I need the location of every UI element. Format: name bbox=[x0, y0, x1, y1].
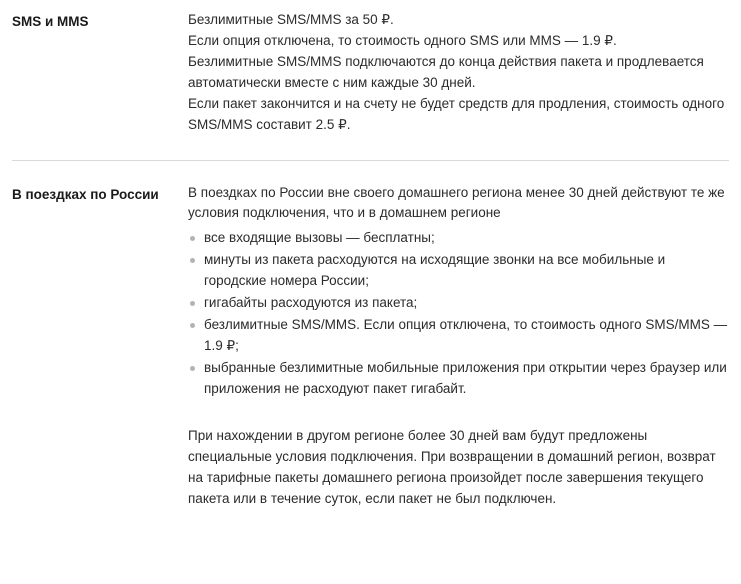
paragraph-travel-outro: При нахождении в другом регионе более 30 дней вам будут предложены специальные условия подключения. При возвращении в домашний регион, возврат на тарифные пакеты домашнего региона произойдет после завершения текущего пакета или в течение суток, если пакет не был подключен. bbox=[188, 427, 716, 506]
paragraph-sms-option-off: Если опция отключена, то стоимость одного SMS или MMS — 1.9 ₽. bbox=[188, 32, 617, 48]
section-label-travel-russia: В поездках по России bbox=[12, 186, 159, 202]
section-divider bbox=[12, 160, 729, 161]
list-item: безлимитные SMS/MMS. Если опция отключена, то стоимость одного SMS/MMS — 1.9 ₽; bbox=[188, 315, 729, 357]
section-travel-russia bbox=[12, 183, 729, 510]
paragraph-sms-renewal: Безлимитные SMS/MMS подключаются до конца действия пакета и продлевается автоматически вместе с ним каждые 30 дней. bbox=[188, 53, 704, 90]
list-item: минуты из пакета расходуются на исходящие звонки на все мобильные и городские номера России; bbox=[188, 250, 729, 292]
section-body-sms-mms bbox=[188, 10, 729, 136]
section-label-sms-mms: SMS и MMS bbox=[12, 14, 89, 29]
section-sms-mms bbox=[12, 10, 729, 136]
paragraph-sms-price: Безлимитные SMS/MMS за 50 ₽. bbox=[188, 12, 394, 27]
paragraph-sms-no-funds: Если пакет закончится и на счету не будет средств для продления, стоимость одного SMS/MMS составит 2.5 ₽. bbox=[188, 95, 725, 132]
list-item: все входящие вызовы — бесплатны; bbox=[188, 228, 729, 249]
paragraph-travel-intro: В поездках по России вне своего домашнего региона менее 30 дней действуют те же условия подключения, что и в домашнем регионе bbox=[188, 184, 725, 221]
list-item: гигабайты расходуются из пакета; bbox=[188, 293, 729, 314]
section-body-travel-russia bbox=[188, 183, 729, 510]
list-item: выбранные безлимитные мобильные приложения при открытии через браузер или приложения не расходуют пакет гигабайт. bbox=[188, 358, 729, 400]
travel-conditions-list bbox=[188, 228, 729, 399]
